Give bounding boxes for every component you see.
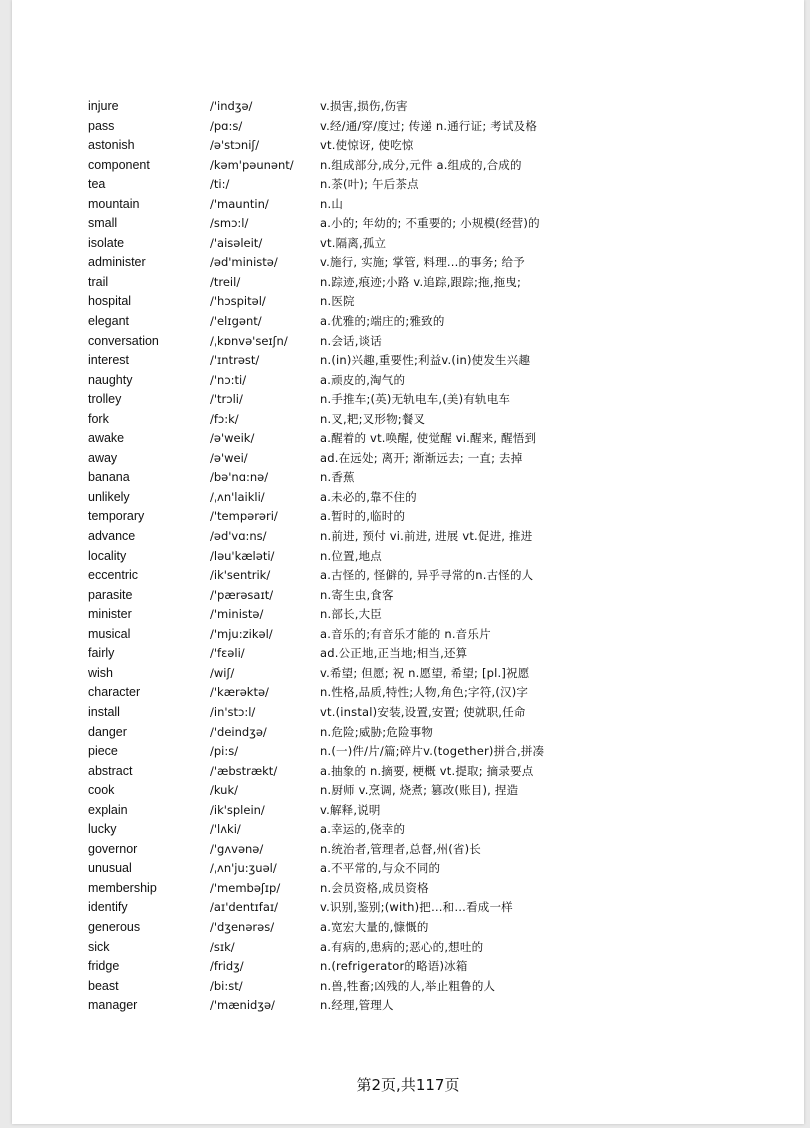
vocab-phonetic: /kəm'pəunənt/ xyxy=(210,157,294,172)
vocab-word: astonish xyxy=(88,138,135,153)
vocab-row xyxy=(88,586,788,606)
vocab-row xyxy=(88,781,788,801)
vocab-row xyxy=(88,898,788,918)
vocab-phonetic: /'lʌki/ xyxy=(210,822,241,837)
vocab-meaning: n.厨师 v.烹调, 烧煮; 篡改(账目), 捏造 xyxy=(320,783,519,798)
vocab-word: trail xyxy=(88,274,109,289)
vocab-phonetic: /'deindʒə/ xyxy=(210,724,267,739)
vocab-meaning: a.不平常的,与众不同的 xyxy=(320,861,441,876)
vocab-word: character xyxy=(88,685,141,700)
vocab-meaning: n.香蕉 xyxy=(320,470,355,485)
vocab-meaning: n.位置,地点 xyxy=(320,548,382,563)
vocab-word: install xyxy=(88,704,120,719)
vocab-word: fridge xyxy=(88,959,120,974)
vocab-phonetic: /ˌkɒnvə'seɪʃn/ xyxy=(210,333,288,348)
vocab-phonetic: /fridʒ/ xyxy=(210,959,244,974)
vocab-meaning: v.损害,损伤,伤害 xyxy=(320,99,408,113)
vocab-meaning: vt.隔离,孤立 xyxy=(320,235,387,250)
vocab-phonetic: /əd'vɑ:ns/ xyxy=(210,529,267,544)
vocab-phonetic: /ə'wei/ xyxy=(210,450,248,465)
vocab-phonetic: /treil/ xyxy=(210,274,241,289)
vocab-row xyxy=(88,292,788,312)
vocab-word: tea xyxy=(88,177,106,192)
vocab-word: manager xyxy=(88,998,138,1013)
vocab-word: sick xyxy=(88,939,110,954)
vocab-row xyxy=(88,820,788,840)
vocab-row xyxy=(88,175,788,195)
vocab-phonetic: /'mju:zikəl/ xyxy=(210,626,273,641)
vocab-phonetic: /wiʃ/ xyxy=(210,665,235,680)
vocab-word: governor xyxy=(88,841,138,856)
vocab-meaning: n.统治者,管理者,总督,州(省)长 xyxy=(320,841,481,856)
vocab-row xyxy=(88,938,788,958)
vocab-phonetic: /ˌʌn'ju:ʒuəl/ xyxy=(210,861,277,876)
vocab-meaning: a.小的; 年幼的; 不重要的; 小规模(经营)的 xyxy=(320,216,540,231)
vocab-row xyxy=(88,97,788,117)
vocab-meaning: a.醒着的 vt.唤醒, 使觉醒 vi.醒来, 醒悟到 xyxy=(320,431,537,446)
vocab-meaning: vt.(instal)安装,设置,安置; 使就职,任命 xyxy=(320,704,526,719)
vocab-meaning: a.古怪的, 怪僻的, 异乎寻常的n.古怪的人 xyxy=(320,568,534,583)
vocab-word: unlikely xyxy=(88,489,130,504)
vocab-word: banana xyxy=(88,470,130,485)
vocab-word: cook xyxy=(88,783,115,798)
vocab-phonetic: /'ɪntrəst/ xyxy=(210,353,260,368)
vocab-meaning: a.幸运的,侥幸的 xyxy=(320,822,406,837)
vocab-phonetic: /'indʒə/ xyxy=(210,99,253,113)
vocab-word: generous xyxy=(88,919,141,934)
vocab-row xyxy=(88,644,788,664)
vocab-meaning: n.茶(叶); 午后茶点 xyxy=(320,177,419,192)
vocab-word: injure xyxy=(88,99,119,113)
page-number: 第2页,共117页 xyxy=(356,1076,460,1094)
vocab-word: pass xyxy=(88,118,115,133)
vocab-word: interest xyxy=(88,353,129,368)
vocab-row xyxy=(88,234,788,254)
vocab-row xyxy=(88,703,788,723)
vocab-phonetic: /ləu'kæləti/ xyxy=(210,548,275,563)
vocab-meaning: n.会员资格,成员资格 xyxy=(320,880,429,895)
vocab-phonetic: /əd'ministə/ xyxy=(210,255,278,270)
vocab-meaning: a.未必的,靠不住的 xyxy=(320,489,417,504)
vocab-word: awake xyxy=(88,431,125,446)
vocab-row xyxy=(88,859,788,879)
vocab-phonetic: /ə'stɔniʃ/ xyxy=(210,138,260,153)
document-page xyxy=(12,0,804,1124)
vocab-meaning: n.组成部分,成分,元件 a.组成的,合成的 xyxy=(320,157,522,172)
vocab-meaning: n.医院 xyxy=(320,294,355,309)
vocab-row xyxy=(88,468,788,488)
vocab-word: small xyxy=(88,216,118,231)
vocab-meaning: n.会话,谈话 xyxy=(320,333,382,348)
vocab-phonetic: /ˌʌn'laikli/ xyxy=(210,489,265,504)
vocab-row xyxy=(88,449,788,469)
vocab-phonetic: /'gʌvənə/ xyxy=(210,841,264,856)
vocab-word: away xyxy=(88,450,118,465)
vocab-meaning: n.性格,品质,特性;人物,角色;字符,(汉)字 xyxy=(320,685,529,700)
vocab-row xyxy=(88,214,788,234)
vocab-word: advance xyxy=(88,529,136,544)
vocab-word: isolate xyxy=(88,235,125,250)
vocab-row xyxy=(88,488,788,508)
vocab-meaning: n.(一)件/片/篇;碎片v.(together)拼合,拼凑 xyxy=(320,744,545,759)
vocab-phonetic: /'trɔli/ xyxy=(210,392,243,407)
vocab-meaning: v.识别,鉴别;(with)把…和…看成一样 xyxy=(320,900,513,915)
vocab-phonetic: /'tempərəri/ xyxy=(210,509,278,524)
vocab-meaning: n.山 xyxy=(320,196,344,211)
vocab-meaning: n.手推车;(英)无轨电车,(美)有轨电车 xyxy=(320,392,511,407)
vocab-meaning: vt.使惊讶, 使吃惊 xyxy=(320,138,414,153)
vocab-meaning: a.有病的,患病的;恶心的,想吐的 xyxy=(320,939,484,954)
vocab-meaning: n.危险;威胁;危险事物 xyxy=(320,724,434,739)
vocab-meaning: n.寄生虫,食客 xyxy=(320,587,394,602)
vocab-meaning: a.顽皮的,淘气的 xyxy=(320,372,406,387)
vocab-row xyxy=(88,918,788,938)
vocab-word: temporary xyxy=(88,509,145,524)
vocab-phonetic: /bi:st/ xyxy=(210,978,243,993)
vocab-phonetic: /'nɔ:ti/ xyxy=(210,372,247,387)
vocab-meaning: n.部长,大臣 xyxy=(320,607,382,622)
vocab-meaning: a.宽宏大量的,慷慨的 xyxy=(320,919,429,934)
vocab-word: identify xyxy=(88,900,128,915)
vocab-row xyxy=(88,312,788,332)
vocab-word: danger xyxy=(88,724,127,739)
vocab-row xyxy=(88,507,788,527)
vocab-phonetic: /'ministə/ xyxy=(210,607,264,622)
vocab-word: membership xyxy=(88,880,157,895)
vocab-meaning: a.抽象的 n.摘要, 梗概 vt.提取; 摘录要点 xyxy=(320,763,534,778)
vocab-phonetic: /ik'splein/ xyxy=(210,802,265,817)
vocab-word: hospital xyxy=(88,294,132,309)
vocab-meaning: v.经/通/穿/度过; 传递 n.通行证; 考试及格 xyxy=(320,118,538,133)
vocab-phonetic: /'hɔspitəl/ xyxy=(210,294,266,309)
vocab-row xyxy=(88,253,788,273)
vocab-phonetic: /'aisəleit/ xyxy=(210,235,263,250)
vocab-meaning: v.施行, 实施; 掌管, 料理...的事务; 给予 xyxy=(320,255,525,270)
vocab-meaning: a.优雅的;端庄的;雅致的 xyxy=(320,314,445,329)
vocab-row xyxy=(88,625,788,645)
vocab-meaning: a.暂时的,临时的 xyxy=(320,509,406,524)
vocab-word: conversation xyxy=(88,333,159,348)
vocab-word: abstract xyxy=(88,763,133,778)
vocab-phonetic: /'pærəsaɪt/ xyxy=(210,587,274,602)
vocab-word: administer xyxy=(88,255,146,270)
vocab-phonetic: /'dʒenərəs/ xyxy=(210,919,275,934)
vocab-row xyxy=(88,605,788,625)
vocab-word: elegant xyxy=(88,314,130,329)
vocab-phonetic: /'kærəktə/ xyxy=(210,685,269,700)
vocab-row xyxy=(88,723,788,743)
vocab-phonetic: /'elɪgənt/ xyxy=(210,314,262,329)
vocab-row xyxy=(88,273,788,293)
vocab-row xyxy=(88,410,788,430)
vocab-meaning: ad.公正地,正当地;相当,还算 xyxy=(320,646,468,661)
vocab-row xyxy=(88,332,788,352)
vocab-row xyxy=(88,566,788,586)
vocab-word: component xyxy=(88,157,150,172)
vocab-row xyxy=(88,840,788,860)
vocab-phonetic: /fɔ:k/ xyxy=(210,411,239,426)
vocab-word: parasite xyxy=(88,587,133,602)
vocab-row xyxy=(88,879,788,899)
vocab-phonetic: /in'stɔ:l/ xyxy=(210,704,256,719)
vocab-word: musical xyxy=(88,626,131,641)
vocab-row xyxy=(88,801,788,821)
vocab-word: trolley xyxy=(88,392,122,407)
vocab-row xyxy=(88,195,788,215)
vocab-word: minister xyxy=(88,607,132,622)
vocab-phonetic: /ti:/ xyxy=(210,177,230,192)
vocab-meaning: n.(in)兴趣,重要性;利益v.(in)使发生兴趣 xyxy=(320,353,531,368)
vocab-phonetic: /aɪ'dentɪfaɪ/ xyxy=(210,900,279,915)
vocab-row xyxy=(88,351,788,371)
vocab-row xyxy=(88,527,788,547)
vocab-phonetic: /'fɛəli/ xyxy=(210,646,245,661)
vocab-meaning: n.经理,管理人 xyxy=(320,998,394,1013)
vocab-meaning: ad.在远处; 离开; 渐渐远去; 一直; 去掉 xyxy=(320,450,523,465)
vocab-meaning: a.音乐的;有音乐才能的 n.音乐片 xyxy=(320,626,491,641)
vocab-row xyxy=(88,664,788,684)
vocabulary-list xyxy=(88,97,788,1016)
vocab-row xyxy=(88,390,788,410)
vocab-row xyxy=(88,547,788,567)
vocab-word: mountain xyxy=(88,196,140,211)
vocab-meaning: v.解释,说明 xyxy=(320,802,381,817)
vocab-phonetic: /sɪk/ xyxy=(210,939,235,954)
vocab-meaning: n.叉,耙;叉形物;餐叉 xyxy=(320,411,426,426)
vocab-row xyxy=(88,957,788,977)
vocab-word: locality xyxy=(88,548,127,563)
vocab-meaning: n.踪迹,痕迹;小路 v.追踪,跟踪;拖,拖曳; xyxy=(320,274,522,289)
vocab-phonetic: /kuk/ xyxy=(210,783,239,798)
vocab-meaning: n.兽,牲畜;凶残的人,举止粗鲁的人 xyxy=(320,978,496,993)
vocab-row xyxy=(88,683,788,703)
vocab-row xyxy=(88,156,788,176)
vocab-phonetic: /ik'sentrik/ xyxy=(210,568,271,583)
vocab-word: lucky xyxy=(88,822,117,837)
vocab-row xyxy=(88,117,788,137)
vocab-meaning: n.(refrigerator的略语)冰箱 xyxy=(320,959,468,974)
vocab-phonetic: /bə'nɑ:nə/ xyxy=(210,470,269,485)
vocab-row xyxy=(88,429,788,449)
vocab-word: naughty xyxy=(88,372,133,387)
vocab-word: piece xyxy=(88,744,118,759)
vocab-word: fork xyxy=(88,411,109,426)
vocab-word: beast xyxy=(88,978,119,993)
vocab-meaning: n.前进, 预付 vi.前进, 进展 vt.促进, 推进 xyxy=(320,529,533,544)
vocab-row xyxy=(88,762,788,782)
vocab-word: wish xyxy=(88,665,114,680)
vocab-word: unusual xyxy=(88,861,132,876)
vocab-word: explain xyxy=(88,802,128,817)
vocab-word: fairly xyxy=(88,646,115,661)
vocab-phonetic: /ə'weik/ xyxy=(210,431,255,446)
vocab-row xyxy=(88,742,788,762)
vocab-phonetic: /pi:s/ xyxy=(210,744,239,759)
vocab-meaning: v.希望; 但愿; 祝 n.愿望, 希望; [pl.]祝愿 xyxy=(320,665,530,680)
vocab-word: eccentric xyxy=(88,568,139,583)
vocab-phonetic: /smɔ:l/ xyxy=(210,216,249,231)
vocab-phonetic: /'mænidʒə/ xyxy=(210,998,275,1013)
vocab-phonetic: /pɑ:s/ xyxy=(210,118,243,133)
vocab-phonetic: /'mauntin/ xyxy=(210,196,269,211)
vocab-row xyxy=(88,371,788,391)
vocab-row xyxy=(88,136,788,156)
vocab-row xyxy=(88,996,788,1016)
vocab-phonetic: /'æbstrækt/ xyxy=(210,763,278,778)
vocab-row xyxy=(88,977,788,997)
vocab-phonetic: /'membəʃɪp/ xyxy=(210,880,281,895)
